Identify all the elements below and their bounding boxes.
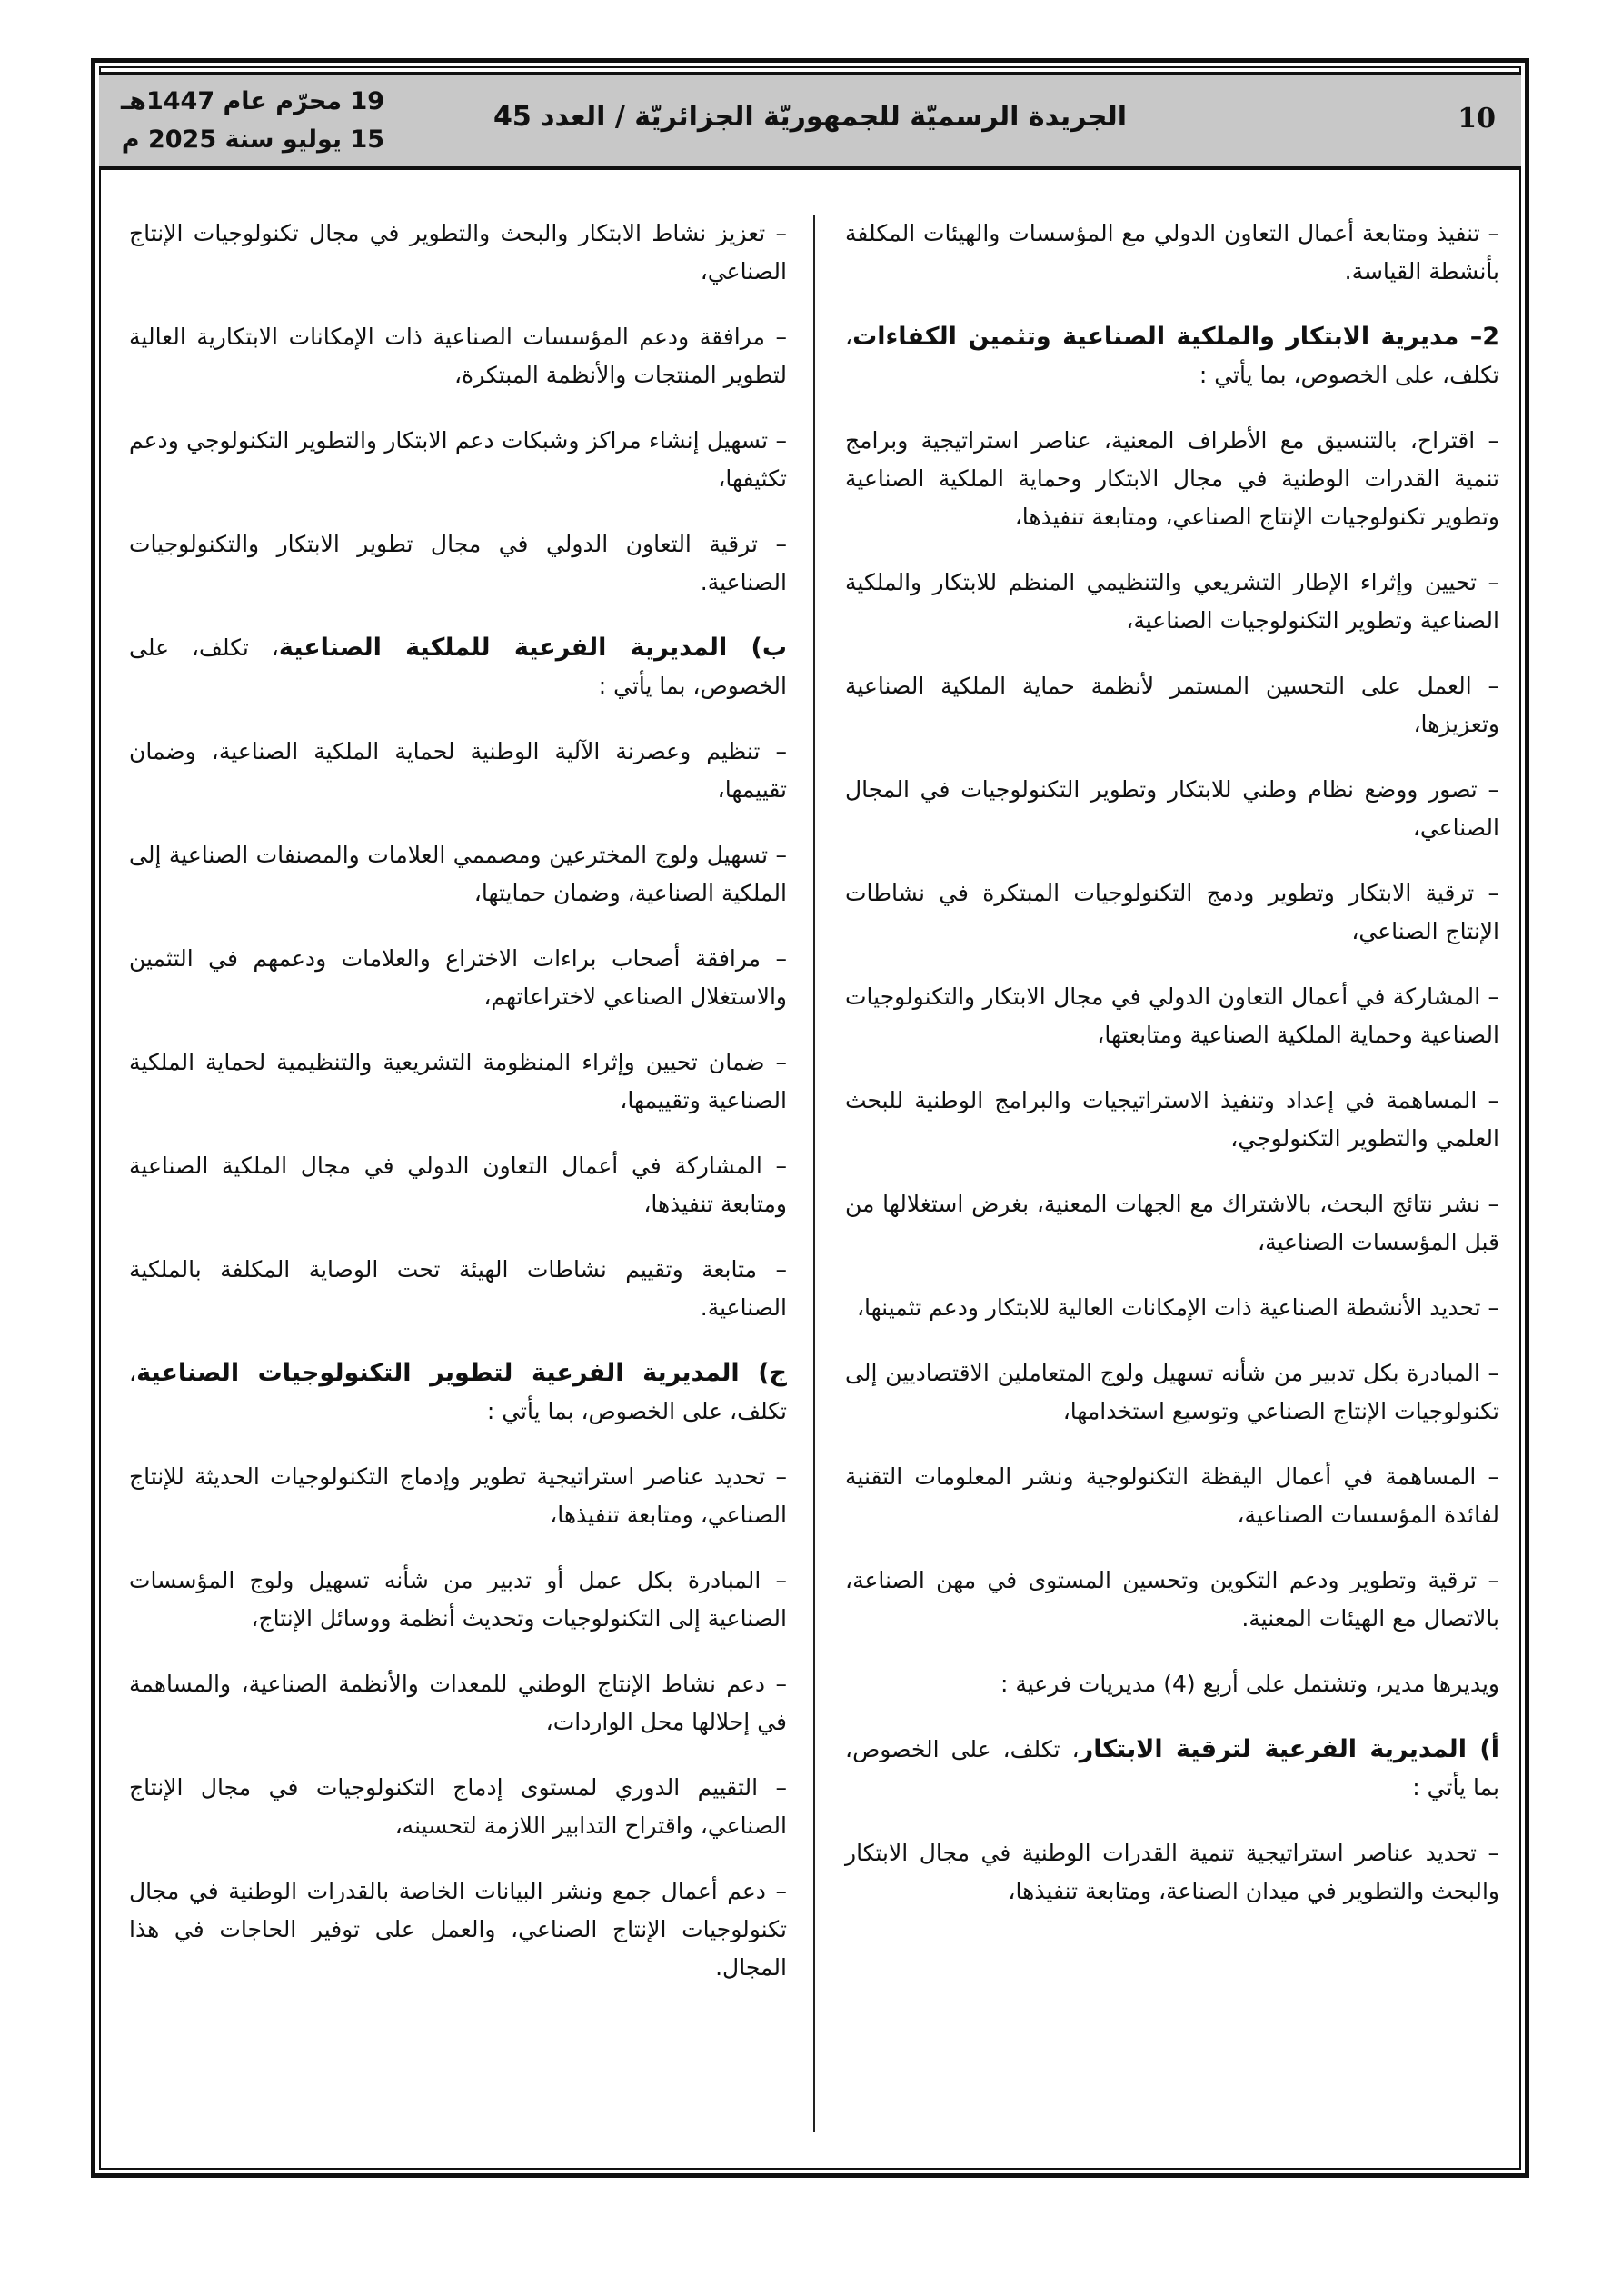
paragraph-text: – مرافقة ودعم المؤسسات الصناعية ذات الإمكانات الابتكارية العالية لتطوير المنتجات والأنظمة المبتكرة،	[129, 324, 787, 388]
paragraph-text: – نشر نتائج البحث، بالاشتراك مع الجهات المعنية، بغرض استغلالها من قبل المؤسسات الصناعية،	[845, 1191, 1499, 1255]
paragraph	[129, 215, 787, 291]
paragraph	[845, 1185, 1499, 1262]
section-heading-paragraph	[845, 318, 1499, 394]
paragraph-text: – ترقية التعاون الدولي في مجال تطوير الابتكار والتكنولوجيات الصناعية.	[129, 531, 787, 595]
paragraph	[129, 1665, 787, 1742]
section-heading: 2– مديرية الابتكار والملكية الصناعية وتثمين الكفاءات	[852, 323, 1499, 351]
paragraph-text: – تسهيل ولوج المخترعين ومصممي العلامات والمصنفات الصناعية إلى الملكية الصناعية، وضمان حمايتها،	[129, 842, 787, 906]
paragraph-text: – ترقية وتطوير ودعم التكوين وتحسين المستوى في مهن الصناعة، بالاتصال مع الهيئات المعنية.	[845, 1567, 1499, 1632]
paragraph	[129, 525, 787, 602]
paragraph	[845, 564, 1499, 640]
paragraph-text: – تسهيل إنشاء مراكز وشبكات دعم الابتكار والتطوير التكنولوجي ودعم تكثيفها،	[129, 427, 787, 492]
paragraph	[845, 874, 1499, 951]
paragraph	[845, 1354, 1499, 1431]
paragraph-text: – تنفيذ ومتابعة أعمال التعاون الدولي مع المؤسسات والهيئات المكلفة بأنشطة القياسة.	[845, 220, 1499, 285]
paragraph	[129, 1043, 787, 1120]
section-heading: ب) المديرية الفرعية للملكية الصناعية	[278, 634, 787, 662]
paragraph	[129, 940, 787, 1016]
paragraph-text: ، تكلف، على الخصوص، بما يأتي :	[129, 634, 787, 699]
paragraph	[845, 771, 1499, 847]
left-column	[129, 215, 787, 2014]
journal-title: الجريدة الرسميّة للجمهوريّة الجزائريّة / العدد 45	[493, 101, 1128, 133]
issue-date	[121, 83, 384, 159]
paragraph	[129, 733, 787, 809]
paragraph-text: – ترقية الابتكار وتطوير ودمج التكنولوجيات المبتكرة في نشاطات الإنتاج الصناعي،	[845, 880, 1499, 944]
paragraph	[845, 422, 1499, 536]
paragraph-text: ، تكلف، على الخصوص، بما يأتي :	[129, 1360, 787, 1424]
section-heading-paragraph	[129, 629, 787, 705]
paragraph-text: – تحيين وإثراء الإطار التشريعي والتنظيمي المنظم للابتكار والملكية الصناعية وتطوير التكنولوجيات الصناعية،	[845, 569, 1499, 634]
paragraph-text: ويديرها مدير، وتشتمل على أربع (4) مديريات فرعية :	[1000, 1671, 1499, 1697]
paragraph-text: – المساهمة في إعداد وتنفيذ الاستراتيجيات والبرامج الوطنية للبحث العلمي والتطوير التكنولوجي،	[845, 1087, 1499, 1152]
paragraph-text: ، تكلف، على الخصوص، بما يأتي :	[845, 324, 1499, 388]
paragraph-text: – متابعة وتقييم نشاطات الهيئة تحت الوصاية المكلفة بالملكية الصناعية.	[129, 1256, 787, 1321]
paragraph-text: – المبادرة بكل تدبير من شأنه تسهيل ولوج المتعاملين الاقتصاديين إلى تكنولوجيات الإنتاج الصناعي وتوسيع استخدامها،	[845, 1360, 1499, 1424]
paragraph	[129, 318, 787, 394]
paragraph-text: – المشاركة في أعمال التعاون الدولي في مجال الابتكار والتكنولوجيات الصناعية وحماية الملكية الصناعية ومتابعتها،	[845, 983, 1499, 1048]
paragraph	[845, 1082, 1499, 1158]
column-divider	[813, 215, 815, 2132]
section-heading-paragraph	[845, 1731, 1499, 1807]
paragraph	[129, 1872, 787, 1987]
paragraph-text: – تحديد الأنشطة الصناعية ذات الإمكانات العالية للابتكار ودعم تثمينها،	[856, 1294, 1499, 1321]
paragraph-text: ، تكلف، على الخصوص، بما يأتي :	[845, 1736, 1499, 1801]
section-heading-paragraph	[129, 1354, 787, 1431]
paragraph	[845, 1289, 1499, 1327]
paragraph-text: – تحديد عناصر استراتيجية تنمية القدرات الوطنية في مجال الابتكار والبحث والتطوير في ميدان الصناعة، ومتابعة تنفيذها،	[845, 1840, 1499, 1904]
page-header	[99, 72, 1521, 170]
paragraph	[129, 836, 787, 913]
paragraph-text: – تحديد عناصر استراتيجية تطوير وإدماج التكنولوجيات الحديثة للإنتاج الصناعي، ومتابعة تنفيذها،	[129, 1463, 787, 1528]
paragraph-text: – دعم نشاط الإنتاج الوطني للمعدات والأنظمة الصناعية، والمساهمة في إحلالها محل الواردات،	[129, 1671, 787, 1735]
paragraph-text: – المساهمة في أعمال اليقظة التكنولوجية ونشر المعلومات التقنية لفائدة المؤسسات الصناعية،	[845, 1463, 1499, 1528]
paragraph	[129, 1251, 787, 1327]
paragraph	[845, 215, 1499, 291]
section-heading: أ) المديرية الفرعية لترقية الابتكار	[1079, 1735, 1499, 1763]
paragraph	[129, 1562, 787, 1638]
page-number: 10	[1458, 103, 1496, 135]
paragraph-text: – المبادرة بكل عمل أو تدبير من شأنه تسهيل ولوج المؤسسات الصناعية إلى التكنولوجيات وتحديث أنظمة ووسائل الإنتاج،	[129, 1567, 787, 1632]
paragraph-text: – تنظيم وعصرنة الآلية الوطنية لحماية الملكية الصناعية، وضمان تقييمها،	[129, 738, 787, 803]
paragraph	[129, 422, 787, 498]
paragraph-text: – ضمان تحيين وإثراء المنظومة التشريعية والتنظيمية لحماية الملكية الصناعية وتقييمها،	[129, 1049, 787, 1113]
paragraph-text: – تصور ووضع نظام وطني للابتكار وتطوير التكنولوجيات في المجال الصناعي،	[845, 776, 1499, 841]
date-gregorian: 15 يوليو سنة 2025 م	[121, 125, 385, 154]
paragraph-text: – اقتراح، بالتنسيق مع الأطراف المعنية، عناصر استراتيجية وبرامج تنمية القدرات الوطنية في مجال الابتكار وحماية الملكية الصناعية وتطوير تكنولوجيات الإنتاج الصناعي، ومتابعة تنفيذها،	[845, 427, 1499, 530]
paragraph	[845, 1665, 1499, 1703]
paragraph-text: – مرافقة أصحاب براءات الاختراع والعلامات ودعمهم في التثمين والاستغلال الصناعي لاختراعاتهم،	[129, 945, 787, 1010]
paragraph-text: – تعزيز نشاط الابتكار والبحث والتطوير في مجال تكنولوجيات الإنتاج الصناعي،	[129, 220, 787, 285]
paragraph	[845, 1834, 1499, 1911]
section-heading: ج) المديرية الفرعية لتطوير التكنولوجيات الصناعية	[136, 1359, 787, 1387]
paragraph-text: – التقييم الدوري لمستوى إدماج التكنولوجيات في مجال الإنتاج الصناعي، واقتراح التدابير اللازمة لتحسينه،	[129, 1774, 787, 1839]
paragraph	[845, 1458, 1499, 1534]
paragraph	[129, 1769, 787, 1845]
right-column	[845, 215, 1499, 1938]
paragraph	[845, 667, 1499, 744]
date-hijri: 19 محرّم عام 1447هـ	[121, 87, 385, 115]
paragraph	[129, 1458, 787, 1534]
paragraph	[845, 1562, 1499, 1638]
paragraph-text: – العمل على التحسين المستمر لأنظمة حماية الملكية الصناعية وتعزيزها،	[845, 673, 1499, 737]
paragraph	[845, 978, 1499, 1054]
paragraph	[129, 1147, 787, 1223]
paragraph-text: – المشاركة في أعمال التعاون الدولي في مجال الملكية الصناعية ومتابعة تنفيذها،	[129, 1153, 787, 1217]
paragraph-text: – دعم أعمال جمع ونشر البيانات الخاصة بالقدرات الوطنية في مجال تكنولوجيات الإنتاج الصناعي، والعمل على توفير الحاجات في هذا المجال.	[129, 1878, 787, 1981]
